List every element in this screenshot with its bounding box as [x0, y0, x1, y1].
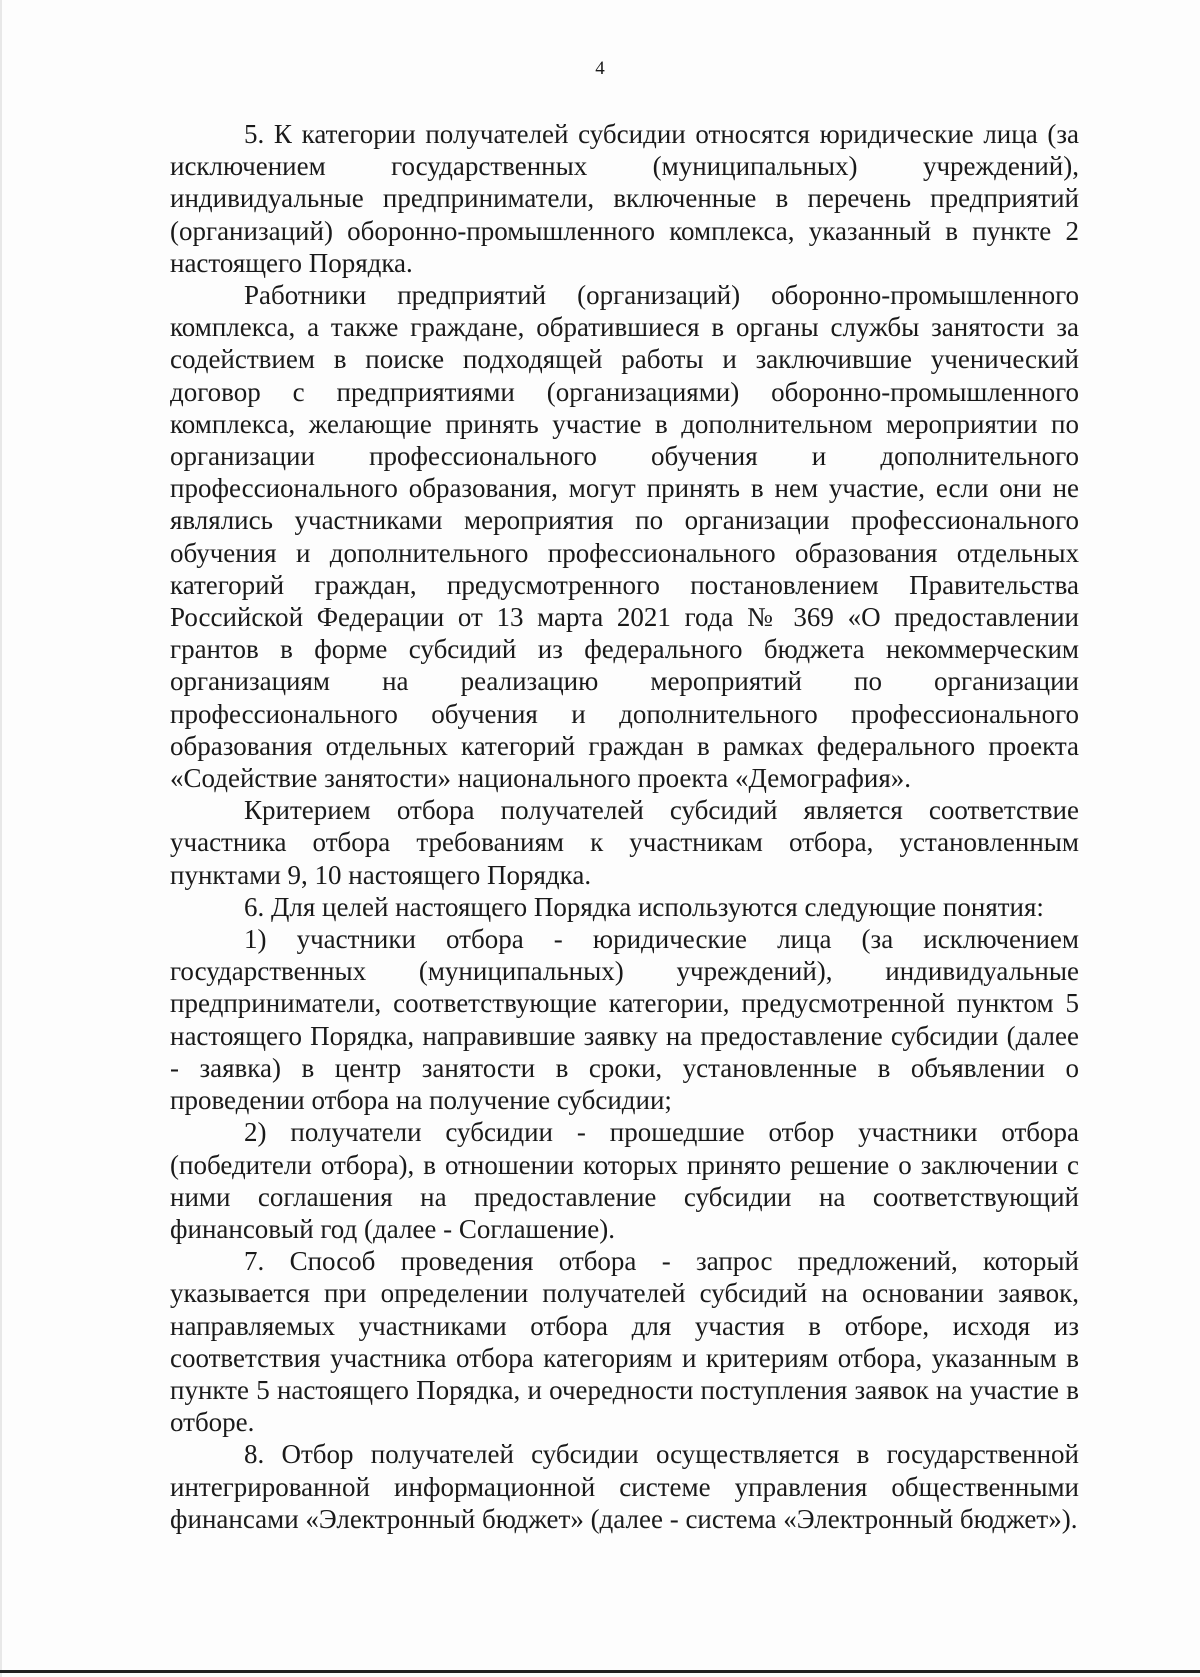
paragraph-item-6: 6. Для целей настоящего Порядка используются следующие понятия:	[244, 891, 1044, 922]
page-number: 4	[595, 58, 605, 79]
document-body	[170, 118, 1079, 1535]
paragraph-item-7: 7. Способ проведения отбора - запрос предложений, который указывается при определении получателей субсидий на основании заявок, направляемых участниками отбора для участия в отборе, исходя из соответствия участника отбора категориям и критериям отбора, указанным в пункте 5 настоящего Порядка, и очередности поступления заявок на участие в отборе.	[170, 1246, 1079, 1438]
paragraph-item-8: 8. Отбор получателей субсидии осуществляется в государственной интегрированной информационной системе управления общественными финансами «Электронный бюджет» (далее - система «Электронный бюджет»).	[170, 1439, 1079, 1534]
scan-edge	[0, 0, 2, 1677]
paragraph-criterion: Критерием отбора получателей субсидий является соответствие участника отбора требованиям к участникам отбора, установленным пунктами 9, 10 настоящего Порядка.	[170, 795, 1079, 890]
paragraph-item-6-1: 1) участники отбора - юридические лица (за исключением государственных (муниципальных) учреждений), индивидуальные предприниматели, соответствующие категории, предусмотренной пунктом 5 настоящего Порядка, направившие заявку на предоставление субсидии (далее - заявка) в центр занятости в сроки, установленные в объявлении о проведении отбора на получение субсидии;	[170, 924, 1079, 1116]
paragraph-workers: Работники предприятий (организаций) оборонно-промышленного комплекса, а также граждане, обратившиеся в органы службы занятости за содействием в поиске подходящей работы и заключившие ученический договор с предприятиями (организациями) оборонно-промышленного комплекса, желающие принять участие в дополнительном мероприятии по организации профессионального обучения и дополнительного профессионального образования, могут принять в нем участие, если они не являлись участниками мероприятия по организации профессионального обучения и дополнительного профессионального образования отдельных категорий граждан, предусмотренного постановлением Правительства Российской Федерации от 13 марта 2021 года № 369 «О предоставлении грантов в форме субсидий из федерального бюджета некоммерческим организациям на реализацию мероприятий по организации профессионального обучения и дополнительного профессионального образования отдельных категорий граждан в рамках федерального проекта «Содействие занятости» национального проекта «Демография».	[170, 280, 1079, 794]
bottom-rule	[0, 1670, 1200, 1673]
paragraph-item-6-2: 2) получатели субсидии - прошедшие отбор участники отбора (победители отбора), в отношении которых принято решение о заключении с ними соглашения на предоставление субсидии на соответствующий финансовый год (далее - Соглашение).	[170, 1117, 1079, 1244]
paragraph-item-5: 5. К категории получателей субсидии относятся юридические лица (за исключением государственных (муниципальных) учреждений), индивидуальные предприниматели, включенные в перечень предприятий (организаций) оборонно-промышленного комплекса, указанный в пункте 2 настоящего Порядка.	[170, 119, 1079, 278]
